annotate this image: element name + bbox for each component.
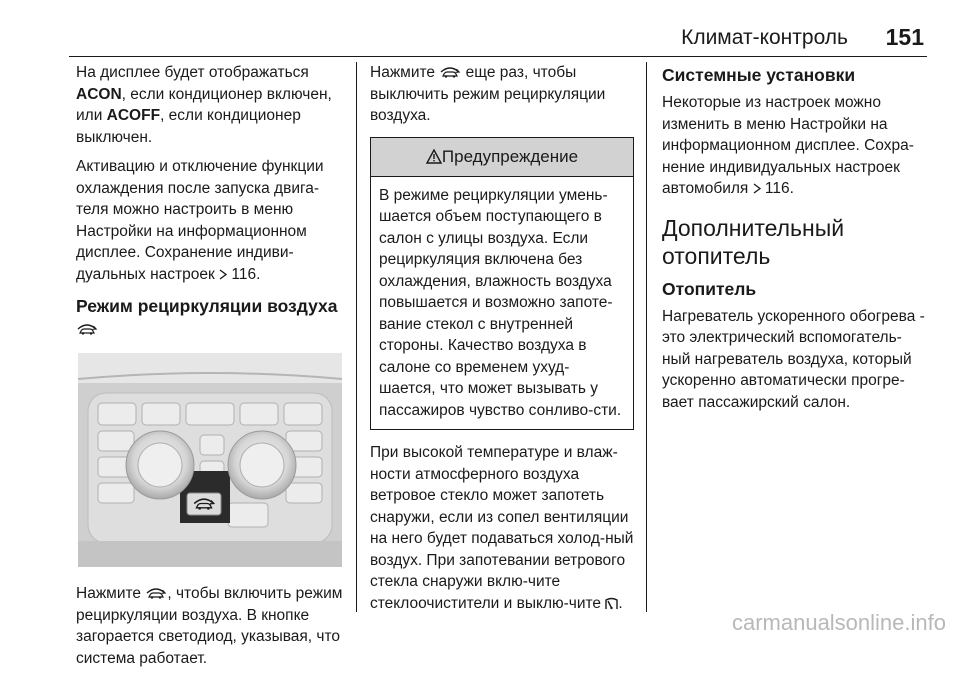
heading-auxiliary-heater: Дополнительный отопитель [662,214,845,269]
heading-heater: Отопитель [662,278,757,299]
acoff-label: ACOFF [106,107,161,124]
column-1 [76,62,348,677]
page-number: 151 [885,24,924,50]
column-divider [646,62,647,612]
warning-header [371,138,633,177]
paragraph-acon: На дисплее будет отображаться ACON, если кондиционер включен, или ACOFF, если кондиционер выключен. [76,64,332,146]
climate-panel-photo [78,353,342,567]
paragraph-activation: Активацию и отключение функции охлаждения после запуска двига-теля можно настроить в меню Настройки на информационном дисплее. Сохранение индиви-дуальных настроек 116. [76,158,324,283]
warning-title: Предупреждение [441,146,579,166]
warning-text: В режиме рециркуляции умень-шается объем поступающего в салон с улицы воздуха. Если рециркуляция включена без охлаждения, влажность воздуха повышается и возможно запоте-вание стекол с внутренней стороны. Качество воздуха в салоне со временем ухуд-шается, что может вызывать у пассажиров чувство сонливо-сти. [379,186,622,419]
recirculation-icon [76,323,98,335]
heading-system-settings: Системные установки [662,65,856,85]
heading-recirculation: Режим рециркуляции воздуха [76,295,348,339]
section-title: Климат-контроль [681,26,848,49]
header-rule [69,56,927,57]
column-2 [370,62,634,622]
windscreen-wiper-icon [605,597,618,610]
page-reference-icon [219,269,227,280]
page-header [0,0,960,60]
warning-box [370,137,634,431]
paragraph-press-again: Нажмите еще раз, чтобы выключить режим рециркуляции воздуха. [370,64,606,124]
column-3 [662,62,930,421]
recirculation-icon [439,66,461,78]
paragraph-fogging: При высокой температуре и влаж-ности атмосферного воздуха ветровое стекло может запотеть снаружи, если из сопел вентиляции на него будет подаваться холод-ный воздух. При запотевании ветрового стекла снаружи вклю-чите стеклоочистители и выклю-чите . [370,444,634,612]
paragraph-caption: Нажмите , чтобы включить режим рециркуляции воздуха. В кнопке загорается светодиод, указывая, что система работает. [76,585,343,667]
watermark: carmanualsonline.info [731,610,946,635]
acon-label: ACON [76,85,122,103]
warning-icon [426,149,442,164]
recirculation-icon [145,587,167,599]
page-reference-icon [753,183,761,194]
climate-panel-illustration [78,353,342,567]
paragraph-system-settings: Некоторые из настроек можно изменить в меню Настройки на информационном дисплее. Сохра-нение индивидуальных настроек автомобиля 116. [662,94,914,197]
column-divider [356,62,357,612]
paragraph-heater: Нагреватель ускоренного обогрева - это электрический вспомогатель-ный нагреватель воздуха, который ускоренно автоматически прогре-вает пассажирский салон. [662,307,925,411]
